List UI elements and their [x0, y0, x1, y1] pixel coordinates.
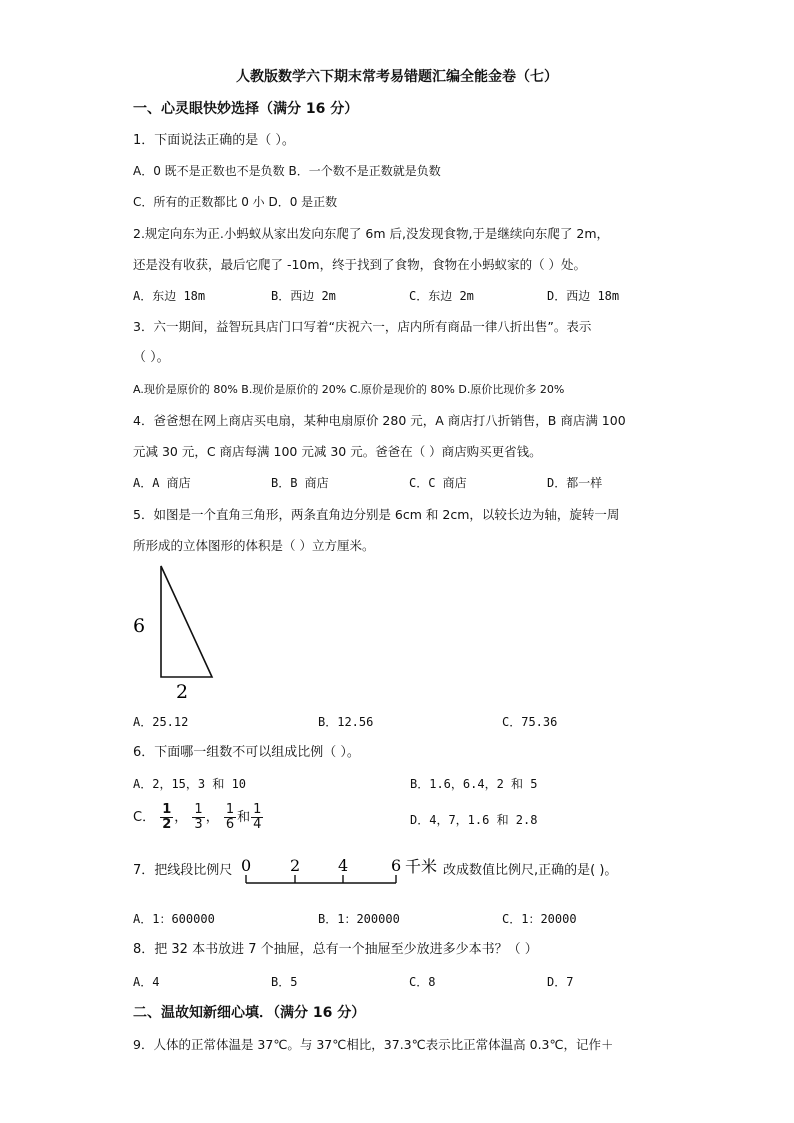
question-8-stem: 8．把 32 本书放进 7 个抽屉，总有一个抽屉至少放进多少本书？（ ） [133, 942, 538, 957]
question-5-option-c: C．75.36 [502, 715, 558, 729]
question-5-option-a: A．25.12 [133, 715, 189, 729]
question-2-option-d: D．西边 18m [547, 289, 620, 303]
question-4-option-d: D．都一样 [547, 476, 603, 490]
triangle-shape [161, 566, 212, 677]
question-6-stem: 6．下面哪一组数不可以组成比例（ ）。 [133, 745, 360, 760]
question-4-stem-line1: 4．爸爸想在网上商店买电扇，某种电扇原价 280 元，A 商店打八折销售，B 商店满 100 [133, 413, 626, 428]
scale-tick-label-4: 4 [338, 856, 349, 875]
section-heading-fill-in: 二、温故知新细心填．（满分 16 分） [133, 1005, 366, 1021]
document-title: 人教版数学六下期末常考易错题汇编全能金卷（七） [236, 69, 558, 85]
question-2-option-a: A．东边 18m [133, 289, 206, 303]
question-1-options-cd: C．所有的正数都比 0 小 D．0 是正数 [133, 195, 338, 209]
right-triangle-figure [128, 560, 228, 705]
section-heading-choice: 一、心灵眼快妙选择（满分 16 分） [133, 101, 359, 117]
question-4-stem-line2: 元减 30 元，C 商店每满 100 元减 30 元。爸爸在（ ）商店购买更省钱。 [133, 444, 542, 459]
question-8-option-b: B．5 [271, 975, 298, 989]
question-6-option-a: A．2，15，3 和 10 [133, 777, 247, 791]
question-7-suffix: 改成数值比例尺,正确的是( )。 [443, 863, 618, 878]
question-1-stem: 1．下面说法正确的是（ ）。 [133, 133, 295, 148]
question-8-option-c: C．8 [409, 975, 436, 989]
fraction-one-third: $\frac{1}{3}$ [194, 802, 203, 832]
line-segment-scale [238, 855, 443, 891]
question-4-option-c: C．C 商店 [409, 476, 467, 490]
question-6-option-b: B．1.6，6.4，2 和 5 [410, 777, 538, 791]
question-2-option-b: B．西边 2m [271, 289, 336, 303]
scale-tick-label-2: 2 [290, 856, 301, 875]
question-6-option-d: D．4，7，1.6 和 2.8 [410, 813, 538, 827]
question-7-option-c: C．1：20000 [502, 912, 577, 926]
question-1-options-ab: A．0 既不是正数也不是负数 B．一个数不是正数就是负数 [133, 164, 441, 178]
scale-unit-label: 千米 [405, 857, 438, 876]
fraction-one-quarter: $\frac{1}{4}$ [253, 802, 262, 832]
question-2-stem-line2: 还是没有收获，最后它爬了 -10m，终于找到了食物，食物在小蚂蚁家的（ ）处。 [133, 257, 587, 272]
triangle-height-label: 6 [133, 615, 146, 637]
question-3-options: A.现价是原价的 80% B.现价是原价的 20% C.原价是现价的 80% D.原价比现价多 20% [133, 383, 565, 396]
scale-tick-label-6: 6 [391, 856, 402, 875]
question-7-option-a: A．1：600000 [133, 912, 215, 926]
fraction-one-half: $\frac{1}{2}$ [162, 802, 172, 832]
question-8-option-a: A．4 [133, 975, 160, 989]
question-3-stem-line2: （ ）。 [133, 350, 170, 365]
question-7-option-b: B．1：200000 [318, 912, 400, 926]
question-4-option-a: A．A 商店 [133, 476, 191, 490]
question-8-option-d: D．7 [547, 975, 574, 989]
question-5-stem-line1: 5．如图是一个直角三角形，两条直角边分别是 6cm 和 2cm，以较长边为轴，旋转一周 [133, 507, 620, 522]
question-2-stem-line1: 2.规定向东为正.小蚂蚁从家出发向东爬了 6m 后,没发现食物,于是继续向东爬了 2m， [133, 226, 610, 241]
question-5-option-b: B．12.56 [318, 715, 374, 729]
question-7-prefix: 7．把线段比例尺 [133, 863, 233, 878]
question-5-stem-line2: 所形成的立体图形的体积是（ ）立方厘米。 [133, 538, 375, 553]
option-c-prefix: C． [133, 810, 156, 825]
triangle-base-label: 2 [176, 681, 189, 703]
question-6-option-c: C． $\frac{1}{2}$ ， $\frac{1}{3}$ ， $\frac{1}{6}$ 和 $\frac{1}{4}$ [133, 802, 262, 832]
scale-tick-label-0: 0 [241, 856, 252, 875]
fraction-one-sixth: $\frac{1}{6}$ [225, 802, 235, 832]
question-2-option-c: C．东边 2m [409, 289, 474, 303]
question-3-stem-line1: 3．六一期间，益智玩具店门口写着“庆祝六一，店内所有商品一律八折出售”。表示 [133, 319, 592, 334]
question-4-option-b: B．B 商店 [271, 476, 329, 490]
question-9-stem: 9．人体的正常体温是 37℃。与 37℃相比，37.3℃表示比正常体温高 0.3℃，记作＋ [133, 1037, 614, 1052]
